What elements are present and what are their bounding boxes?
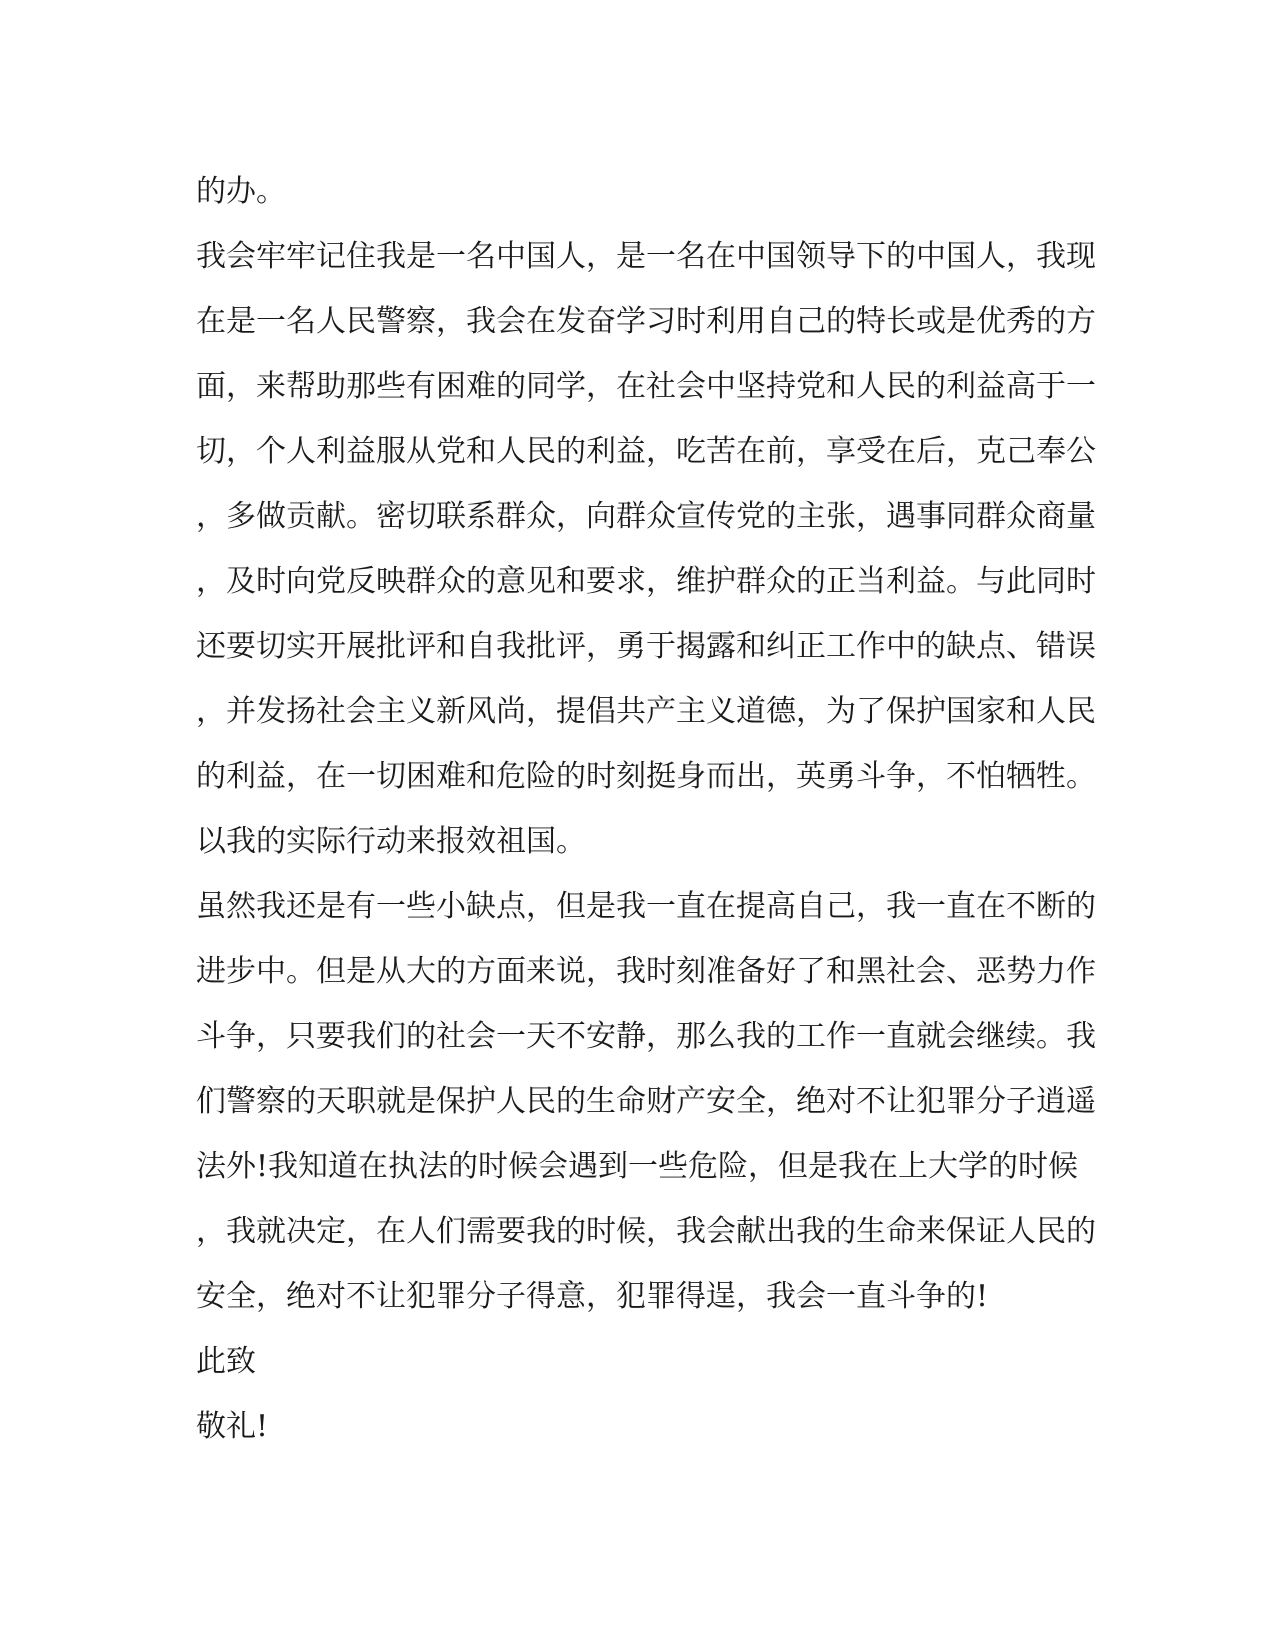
text-line: 我会牢牢记住我是一名中国人，是一名在中国领导下的中国人，我现: [196, 239, 1096, 274]
text-line: 虽然我还是有一些小缺点，但是我一直在提高自己，我一直在不断的: [196, 889, 1096, 924]
text-line: 斗争，只要我们的社会一天不安静，那么我的工作一直就会继续。我: [196, 1019, 1096, 1054]
text-line: 的办。: [196, 174, 286, 209]
text-line: 进步中。但是从大的方面来说，我时刻准备好了和黑社会、恶势力作: [196, 954, 1096, 989]
text-line: 安全，绝对不让犯罪分子得意，犯罪得逞，我会一直斗争的!: [196, 1279, 989, 1314]
salutation-line: 敬礼!: [196, 1409, 269, 1444]
text-line: 面，来帮助那些有困难的同学，在社会中坚持党和人民的利益高于一: [196, 369, 1096, 404]
closing-line: 此致: [196, 1344, 256, 1379]
text-line: ，并发扬社会主义新风尚，提倡共产主义道德，为了保护国家和人民: [196, 694, 1096, 729]
paragraph-continuation: [196, 159, 1076, 224]
text-line: 切，个人利益服从党和人民的利益，吃苦在前，享受在后，克己奉公: [196, 434, 1096, 469]
text-line: 们警察的天职就是保护人民的生命财产安全，绝对不让犯罪分子逍遥: [196, 1084, 1096, 1119]
text-line: 法外!我知道在执法的时候会遇到一些危险，但是我在上大学的时候: [196, 1149, 1079, 1184]
text-line: 在是一名人民警察，我会在发奋学习时利用自己的特长或是优秀的方: [196, 304, 1096, 339]
text-line: 还要切实开展批评和自我批评，勇于揭露和纠正工作中的缺点、错误: [196, 629, 1096, 664]
text-line: ，及时向党反映群众的意见和要求，维护群众的正当利益。与此同时: [196, 564, 1096, 599]
paragraph-commitment: [196, 874, 1096, 1329]
document-body: [196, 159, 1096, 1459]
paragraph-pledge: [196, 224, 1096, 874]
text-line: ，多做贡献。密切联系群众，向群众宣传党的主张，遇事同群众商量: [196, 499, 1096, 534]
text-line: 的利益，在一切困难和危险的时刻挺身而出，英勇斗争，不怕牺牲。: [196, 759, 1096, 794]
text-line: ，我就决定，在人们需要我的时候，我会献出我的生命来保证人民的: [196, 1214, 1096, 1249]
text-line: 以我的实际行动来报效祖国。: [196, 824, 586, 859]
